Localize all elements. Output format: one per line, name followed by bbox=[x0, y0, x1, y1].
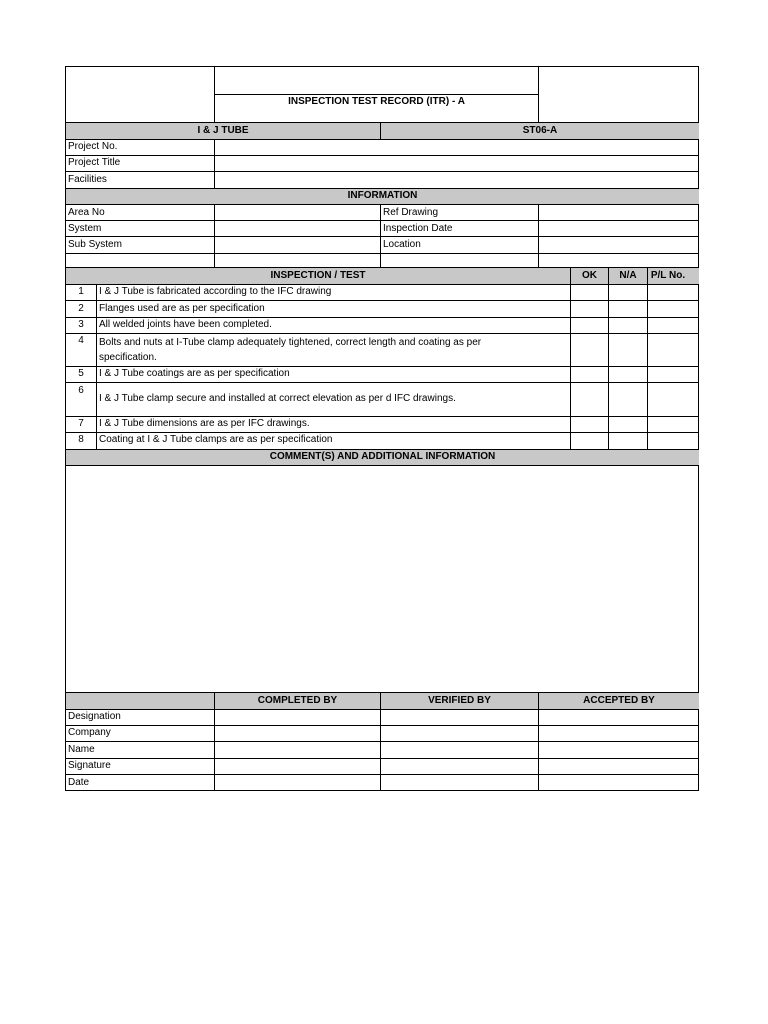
rule bbox=[65, 725, 699, 726]
project-no-field[interactable] bbox=[215, 140, 699, 155]
inspection-date-field[interactable] bbox=[539, 221, 699, 236]
item-text: I & J Tube coatings are as per specification bbox=[99, 368, 290, 379]
rule bbox=[608, 267, 609, 449]
system-label: System bbox=[68, 223, 102, 234]
item-number: 8 bbox=[78, 434, 84, 445]
form-title: INSPECTION TEST RECORD (ITR) - A bbox=[288, 96, 465, 107]
inspection-date-label: Inspection Date bbox=[383, 223, 453, 234]
rule bbox=[65, 333, 699, 334]
rule bbox=[570, 267, 571, 449]
sub-system-field[interactable] bbox=[215, 237, 380, 253]
item-number: 7 bbox=[78, 418, 84, 429]
information-heading: INFORMATION bbox=[347, 190, 418, 201]
system-field[interactable] bbox=[215, 221, 380, 236]
rule bbox=[65, 317, 699, 318]
rule bbox=[65, 758, 699, 759]
location-label: Location bbox=[383, 239, 421, 250]
rule bbox=[65, 774, 699, 775]
item-number: 6 bbox=[78, 385, 84, 396]
item-number: 1 bbox=[78, 286, 84, 297]
rule bbox=[65, 284, 699, 285]
header-title-line bbox=[214, 94, 539, 95]
rule bbox=[65, 122, 699, 123]
na-column-header: N/A bbox=[619, 270, 637, 281]
rule bbox=[65, 300, 699, 301]
item-text: Flanges used are as per specification bbox=[99, 303, 265, 314]
item-text: Coating at I & J Tube clamps are as per specification bbox=[99, 434, 333, 445]
area-no-label: Area No bbox=[68, 207, 105, 218]
project-title-label: Project Title bbox=[68, 157, 121, 168]
comments-heading: COMMENT(S) AND ADDITIONAL INFORMATION bbox=[269, 451, 496, 462]
item-text: I & J Tube is fabricated according to the IFC drawing bbox=[99, 286, 332, 297]
item-number: 4 bbox=[78, 335, 84, 346]
completed-by-header: COMPLETED BY bbox=[257, 695, 338, 706]
item-number: 5 bbox=[78, 368, 84, 379]
area-no-field[interactable] bbox=[215, 205, 380, 220]
comments-area[interactable] bbox=[66, 466, 699, 692]
location-field[interactable] bbox=[539, 237, 699, 253]
name-label: Name bbox=[68, 744, 95, 755]
rule bbox=[65, 432, 699, 433]
date-label: Date bbox=[68, 777, 90, 788]
item-text: Bolts and nuts at I-Tube clamp adequately tightened, correct length and coating as per specification. bbox=[99, 337, 482, 363]
ref-drawing-label: Ref Drawing bbox=[383, 207, 439, 218]
facilities-label: Facilities bbox=[68, 174, 107, 185]
sub-system-label: Sub System bbox=[68, 239, 122, 250]
rule bbox=[647, 267, 648, 449]
rule bbox=[65, 253, 699, 254]
item-number: 3 bbox=[78, 319, 84, 330]
accepted-by-header: ACCEPTED BY bbox=[583, 695, 655, 706]
rule bbox=[65, 741, 699, 742]
tag-name: I & J TUBE bbox=[197, 125, 249, 136]
rule bbox=[65, 416, 699, 417]
rule bbox=[65, 709, 699, 710]
designation-label: Designation bbox=[68, 711, 121, 722]
inspection-heading: INSPECTION / TEST bbox=[270, 270, 366, 281]
rule bbox=[65, 692, 699, 693]
verified-by-header: VERIFIED BY bbox=[428, 695, 491, 706]
tag-code: ST06-A bbox=[522, 125, 558, 136]
item-number: 2 bbox=[78, 303, 84, 314]
ok-column-header: OK bbox=[582, 270, 597, 281]
rule bbox=[65, 366, 699, 367]
facilities-field[interactable] bbox=[215, 172, 699, 188]
pl-no-column-header: P/L No. bbox=[650, 270, 686, 281]
item-text: I & J Tube dimensions are as per IFC drawings. bbox=[99, 418, 310, 429]
item-text: All welded joints have been completed. bbox=[99, 319, 272, 330]
ref-drawing-field[interactable] bbox=[539, 205, 699, 220]
rule bbox=[380, 204, 381, 267]
project-no-label: Project No. bbox=[68, 141, 118, 152]
signature-label: Signature bbox=[68, 760, 111, 771]
rule bbox=[65, 382, 699, 383]
company-label: Company bbox=[68, 727, 111, 738]
project-title-field[interactable] bbox=[215, 156, 699, 171]
item-text: I & J Tube clamp secure and installed at correct elevation as per d IFC drawings. bbox=[99, 393, 456, 404]
